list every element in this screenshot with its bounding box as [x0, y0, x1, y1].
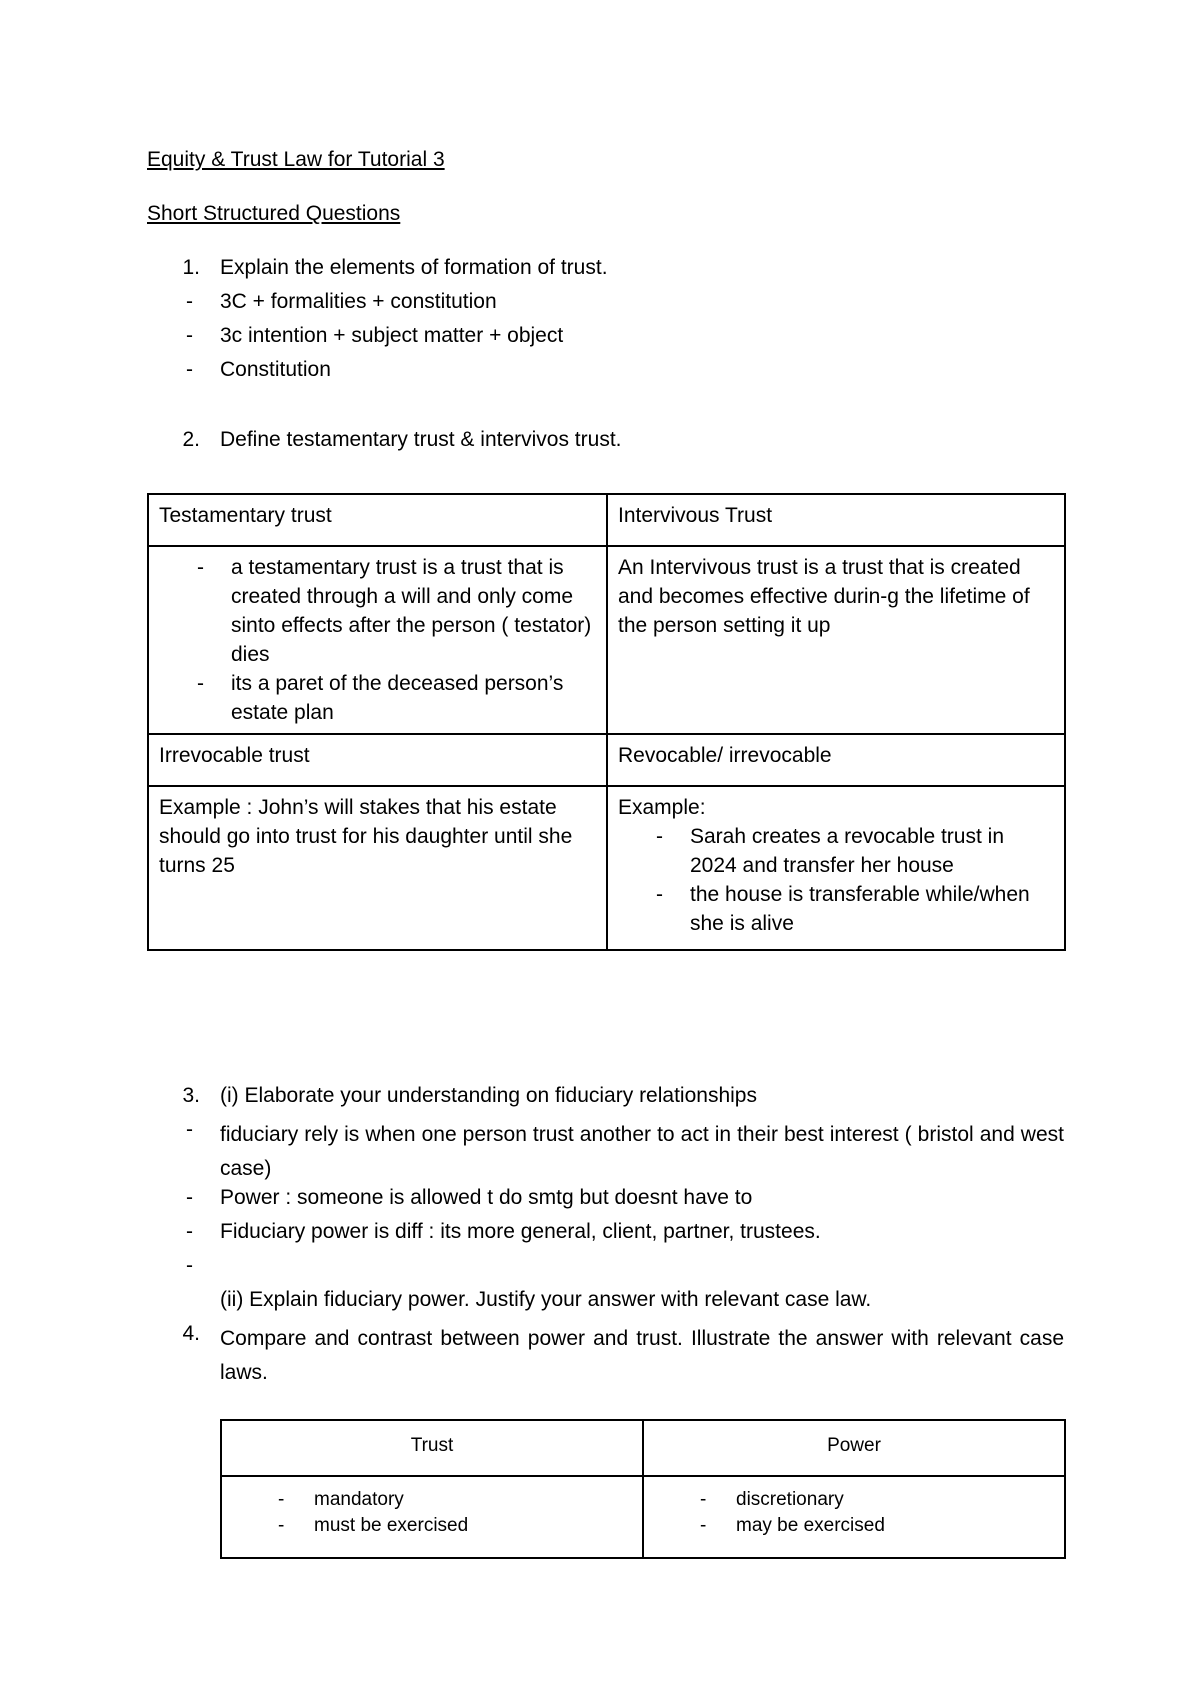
q3-text: (i) Elaborate your understanding on fiduciary relationships	[220, 1084, 757, 1107]
revocable-points	[618, 822, 1054, 938]
q2-text: Define testamentary trust & intervivos trust.	[220, 428, 622, 451]
dash: -	[186, 1220, 193, 1243]
section-heading: Short Structured Questions	[147, 202, 401, 225]
q4-text: Compare and contrast between power and trust. Illustrate the answer with relevant case laws.	[220, 1327, 1064, 1384]
table-cell	[643, 1420, 1065, 1476]
header-trust: Trust	[410, 1435, 454, 1456]
list-item: - its a paret of the deceased person’s estate plan	[159, 669, 596, 727]
header-intervivous: Intervivous Trust	[618, 504, 773, 527]
header-testamentary: Testamentary trust	[159, 504, 332, 527]
trust-types-table	[147, 493, 1066, 951]
dash: -	[186, 358, 193, 381]
table-cell	[607, 786, 1065, 950]
list-item: - discretionary	[654, 1487, 1054, 1513]
table-cell	[221, 1420, 643, 1476]
example-label: Example:	[618, 796, 706, 819]
table-cell	[221, 1476, 643, 1558]
irrevocable-example: Example : John’s will stakes that his estate should go into trust for his daughter until she turns 25	[159, 796, 573, 877]
table-cell	[643, 1476, 1065, 1558]
list-item: - mandatory	[232, 1487, 632, 1513]
q1-point: 3c intention + subject matter + object	[220, 324, 564, 347]
trust-points	[232, 1487, 632, 1539]
header-irrevocable: Irrevocable trust	[159, 744, 310, 767]
trust-vs-power-table	[220, 1419, 1066, 1559]
list-item: - must be exercised	[232, 1513, 632, 1539]
dash: -	[186, 290, 193, 313]
q1-number: 1.	[182, 256, 200, 279]
intervivous-definition: An Intervivous trust is a trust that is created and becomes effective durin-g the lifetime of the person setting it up	[618, 556, 1030, 637]
power-points	[654, 1487, 1054, 1539]
q1-text: Explain the elements of formation of trust.	[220, 256, 608, 279]
table-cell	[148, 546, 607, 734]
dash: -	[186, 1254, 193, 1277]
dash: -	[186, 1118, 193, 1141]
q3-point: Power : someone is allowed t do smtg but doesnt have to	[220, 1186, 753, 1209]
q1-point: Constitution	[220, 358, 331, 381]
q3-point: Fiduciary power is diff : its more general, client, partner, trustees.	[220, 1220, 821, 1243]
header-revocable: Revocable/ irrevocable	[618, 744, 832, 767]
table-cell	[607, 494, 1065, 546]
q4-number: 4.	[182, 1322, 200, 1345]
table-cell	[148, 734, 607, 786]
document-title: Equity & Trust Law for Tutorial 3	[147, 148, 445, 171]
table-cell	[148, 494, 607, 546]
list-item: - a testamentary trust is a trust that is created through a will and only come sinto effects after the person ( testator) dies	[159, 553, 596, 669]
dash: -	[186, 324, 193, 347]
list-item: - Sarah creates a revocable trust in 2024 and transfer her house	[618, 822, 1054, 880]
list-item: - may be exercised	[654, 1513, 1054, 1539]
header-power: Power	[827, 1435, 881, 1456]
q1-point: 3C + formalities + constitution	[220, 290, 497, 313]
table-cell	[607, 546, 1065, 734]
list-item: - the house is transferable while/when she is alive	[618, 880, 1054, 938]
q3-point: fiduciary rely is when one person trust another to act in their best interest ( bristol and west case)	[220, 1123, 1064, 1180]
q3-number: 3.	[182, 1084, 200, 1107]
dash: -	[186, 1186, 193, 1209]
q3-subquestion: (ii) Explain fiduciary power. Justify your answer with relevant case law.	[220, 1288, 872, 1311]
table-cell	[607, 734, 1065, 786]
table-cell	[148, 786, 607, 950]
q2-number: 2.	[182, 428, 200, 451]
testamentary-points	[159, 553, 596, 727]
